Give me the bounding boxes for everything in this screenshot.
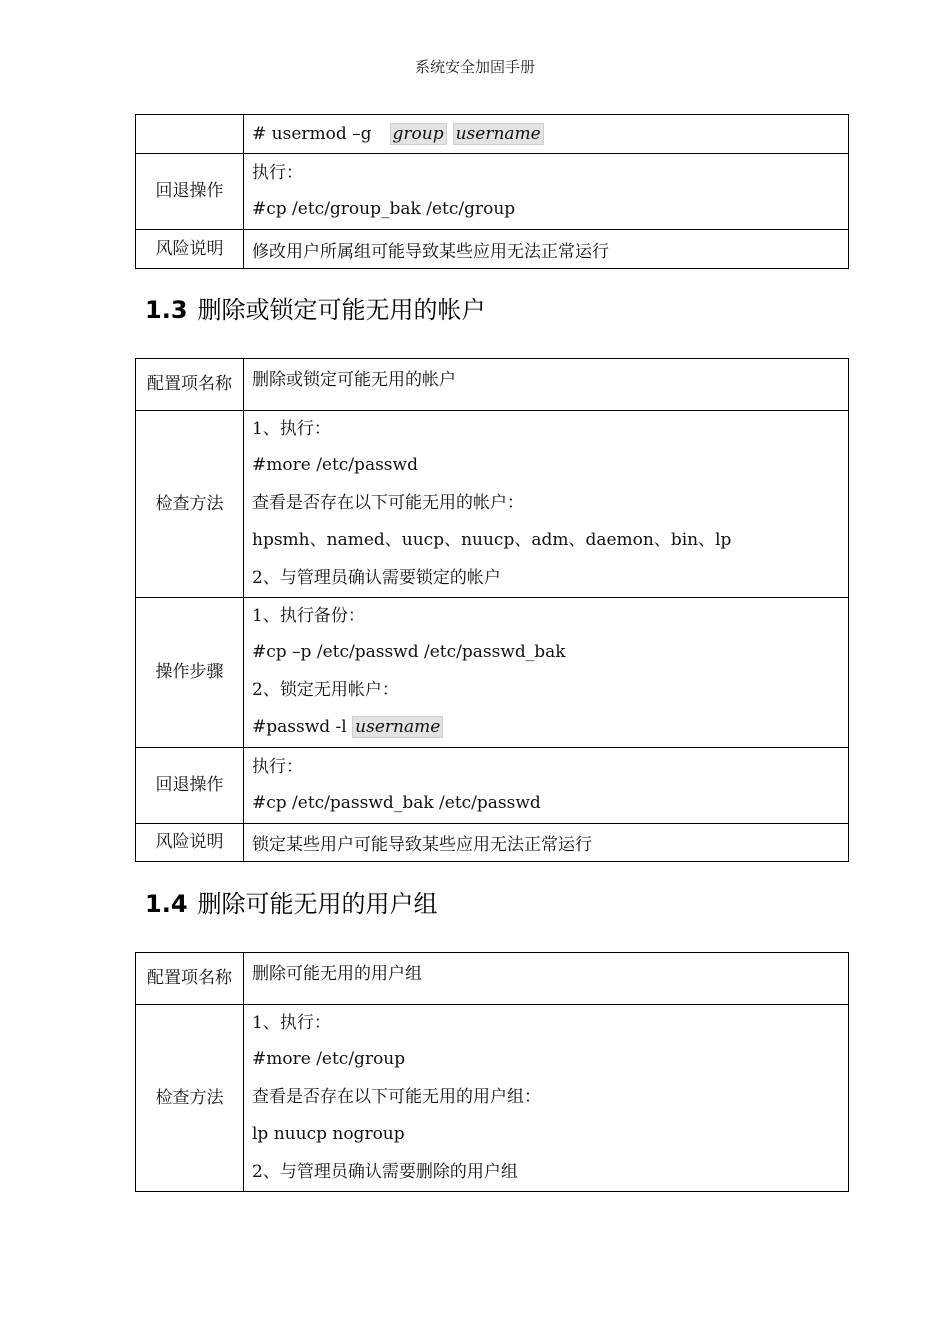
row-label: 回退操作 [136,154,244,230]
content-line: 1、执行备份： [252,606,365,627]
content-line: #cp /etc/passwd_bak /etc/passwd [252,792,541,813]
table-row [136,598,849,748]
row-label: 回退操作 [136,748,244,824]
table-row [136,748,849,824]
row-content [244,154,849,230]
row-content [244,748,849,824]
row-label: 检查方法 [136,411,244,598]
row-content [244,598,849,748]
placeholder-username: username [352,716,443,738]
config-table-2 [135,358,849,862]
row-content [244,359,849,411]
row-content [244,1005,849,1192]
table-row [136,953,849,1005]
table-row [136,359,849,411]
row-content [244,411,849,598]
config-table-3 [135,952,849,1192]
content-line: 2、锁定无用帐户： [252,679,399,700]
content-line: hpsmh、named、uucp、nuucp、adm、daemon、bin、lp [252,530,732,550]
content-line: 执行： [252,756,303,777]
table-row [136,230,849,269]
content-line: 2、与管理员确认需要锁定的帐户 [252,567,501,588]
row-content [244,953,849,1005]
row-label: 操作步骤 [136,598,244,748]
row-label: 配置项名称 [136,953,244,1005]
command-prefix: #passwd -l [252,717,347,738]
content-line: lp nuucp nogroup [252,1124,405,1144]
command-cell [244,115,849,154]
section-title: 删除可能无用的用户组 [197,890,438,918]
page-header: 系统安全加固手册 [414,58,535,76]
content-line [252,709,840,747]
content-line: 1、执行： [252,1013,331,1033]
table-row [136,1005,849,1192]
content-line: 1、执行： [252,419,331,439]
placeholder-username: username [453,123,544,145]
table-row [136,411,849,598]
config-name: 删除或锁定可能无用的帐户 [252,370,456,390]
table-row [136,115,849,154]
table-row [136,154,849,230]
config-table-1 [135,114,849,269]
row-label: 风险说明 [136,824,244,862]
content-line: 执行： [252,162,303,183]
section-title: 删除或锁定可能无用的帐户 [197,296,486,324]
section-heading-1-4 [145,884,438,919]
config-name: 删除可能无用的用户组 [252,964,422,984]
row-label: 风险说明 [136,230,244,269]
placeholder-group: group [390,123,447,145]
content-line: 2、与管理员确认需要删除的用户组 [252,1161,518,1182]
content-line: #more /etc/group [252,1049,406,1069]
content-line: 查看是否存在以下可能无用的帐户： [252,492,524,513]
section-number: 1.3 [145,296,188,324]
content-line: #more /etc/passwd [252,455,418,475]
row-label: 检查方法 [136,1005,244,1192]
command-prefix: # usermod –g [252,124,372,144]
content-line: 查看是否存在以下可能无用的用户组： [252,1086,541,1107]
table-row [136,824,849,862]
row-content: 锁定某些用户可能导致某些应用无法正常运行 [244,824,849,862]
row-content: 修改用户所属组可能导致某些应用无法正常运行 [244,230,849,269]
section-number: 1.4 [145,890,188,918]
empty-label-cell [136,115,244,154]
content-line: #cp /etc/group_bak /etc/group [252,198,516,219]
row-label: 配置项名称 [136,359,244,411]
content-line: #cp –p /etc/passwd /etc/passwd_bak [252,642,566,663]
section-heading-1-3 [145,290,486,325]
